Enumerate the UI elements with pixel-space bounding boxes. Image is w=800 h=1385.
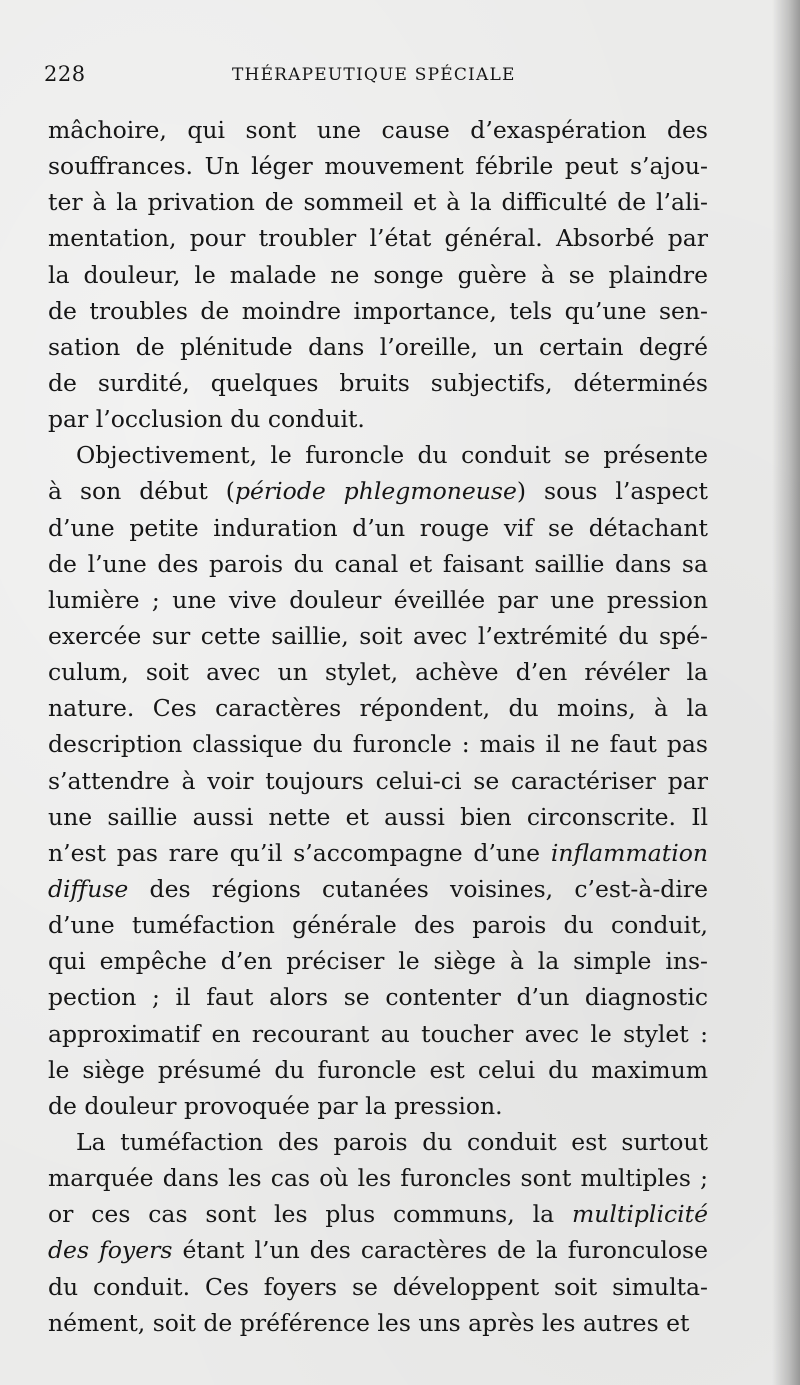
text-segment: sation de plénitude dans l’oreille, un certain degré bbox=[48, 332, 708, 361]
text-segment: du conduit. Ces foyers se développent soit simulta- bbox=[48, 1272, 708, 1301]
text-line bbox=[48, 835, 708, 871]
text-line bbox=[48, 726, 708, 762]
text-segment: Objectivement, le furoncle du conduit se présente bbox=[76, 441, 708, 470]
text-segment: nature. Ces caractères répondent, du moins, à la bbox=[48, 694, 708, 723]
italic-text: diffuse bbox=[48, 874, 129, 903]
text-segment: nément, soit de préférence les uns après les autres et bbox=[48, 1308, 690, 1337]
text-line bbox=[48, 473, 708, 509]
text-line bbox=[48, 401, 708, 437]
text-line bbox=[48, 1160, 708, 1196]
text-segment: ) sous l’aspect bbox=[516, 477, 708, 506]
text-segment: culum, soit avec un stylet, achève d’en révéler la bbox=[48, 658, 708, 687]
text-line bbox=[48, 220, 708, 256]
text-segment: marquée dans les cas où les furoncles sont multiples ; bbox=[48, 1164, 708, 1193]
text-line bbox=[48, 329, 708, 365]
text-line bbox=[48, 184, 708, 220]
italic-text: inflammation bbox=[550, 838, 708, 867]
running-title: THÉRAPEUTIQUE SPÉCIALE bbox=[232, 65, 516, 85]
body-text bbox=[48, 112, 708, 1341]
text-line bbox=[48, 907, 708, 943]
text-segment: de l’une des parois du canal et faisant saillie dans sa bbox=[48, 549, 708, 578]
text-segment: une saillie aussi nette et aussi bien circonscrite. Il bbox=[48, 802, 708, 831]
text-segment: le siège présumé du furoncle est celui du maximum bbox=[48, 1055, 708, 1084]
text-segment: or ces cas sont les plus communs, la bbox=[48, 1200, 572, 1229]
text-segment: s’attendre à voir toujours celui-ci se caractériser par bbox=[48, 766, 708, 795]
text-segment: des régions cutanées voisines, c’est-à-dire bbox=[128, 874, 708, 903]
text-segment: d’une tuméfaction générale des parois du conduit, bbox=[48, 911, 708, 940]
text-line bbox=[48, 943, 708, 979]
text-line bbox=[48, 582, 708, 618]
text-line bbox=[48, 1052, 708, 1088]
text-segment: La tuméfaction des parois du conduit est surtout bbox=[76, 1127, 708, 1156]
text-segment: à son début ( bbox=[48, 477, 235, 506]
text-segment: pection ; il faut alors se contenter d’un diagnostic bbox=[48, 983, 708, 1012]
text-segment: mâchoire, qui sont une cause d’exaspération des bbox=[48, 116, 708, 144]
text-line bbox=[48, 1305, 708, 1341]
italic-text: période phlegmoneuse bbox=[234, 477, 517, 506]
text-line bbox=[48, 112, 708, 148]
text-segment: mentation, pour troubler l’état général. Absorbé par bbox=[48, 224, 708, 253]
text-line bbox=[48, 293, 708, 329]
page-edge-shadow bbox=[772, 0, 800, 1385]
text-segment: de surdité, quelques bruits subjectifs, déterminés bbox=[48, 368, 708, 397]
text-segment: de troubles de moindre importance, tels qu’une sen- bbox=[48, 296, 708, 325]
text-line bbox=[48, 546, 708, 582]
text-line bbox=[48, 979, 708, 1015]
text-line bbox=[48, 365, 708, 401]
text-line bbox=[48, 510, 708, 546]
text-segment: d’une petite induration d’un rouge vif se détachant bbox=[48, 513, 708, 542]
text-line bbox=[48, 1196, 708, 1232]
text-line bbox=[48, 618, 708, 654]
text-line bbox=[48, 148, 708, 184]
text-segment: description classique du furoncle : mais il ne faut pas bbox=[48, 730, 708, 759]
text-line bbox=[48, 1269, 708, 1305]
text-segment: ter à la privation de sommeil et à la difficulté de l’ali- bbox=[48, 188, 708, 217]
text-line bbox=[48, 437, 708, 473]
page-header bbox=[44, 62, 744, 92]
text-line bbox=[48, 763, 708, 799]
italic-text: multiplicité bbox=[572, 1200, 708, 1229]
text-segment: qui empêche d’en préciser le siège à la simple ins- bbox=[48, 947, 708, 976]
text-segment: de douleur provoquée par la pression. bbox=[48, 1091, 503, 1120]
text-line bbox=[48, 654, 708, 690]
text-segment: la douleur, le malade ne songe guère à se plaindre bbox=[48, 260, 708, 289]
page-number: 228 bbox=[44, 62, 86, 86]
italic-text: des foyers bbox=[48, 1236, 173, 1265]
text-segment: étant l’un des caractères de la furonculose bbox=[172, 1236, 708, 1265]
text-line bbox=[48, 1232, 708, 1268]
text-segment: par l’occlusion du conduit. bbox=[48, 405, 365, 434]
text-segment: n’est pas rare qu’il s’accompagne d’une bbox=[48, 838, 551, 867]
text-segment: souffrances. Un léger mouvement fébrile peut s’ajou- bbox=[48, 152, 708, 181]
text-line bbox=[48, 1016, 708, 1052]
text-segment: exercée sur cette saillie, soit avec l’extrémité du spé- bbox=[48, 621, 708, 650]
text-line bbox=[48, 1088, 708, 1124]
text-line bbox=[48, 871, 708, 907]
text-line bbox=[48, 690, 708, 726]
text-segment: lumière ; une vive douleur éveillée par une pression bbox=[48, 585, 708, 614]
text-line bbox=[48, 257, 708, 293]
text-line bbox=[48, 799, 708, 835]
text-segment: approximatif en recourant au toucher avec le stylet : bbox=[48, 1019, 708, 1048]
text-line bbox=[48, 1124, 708, 1160]
